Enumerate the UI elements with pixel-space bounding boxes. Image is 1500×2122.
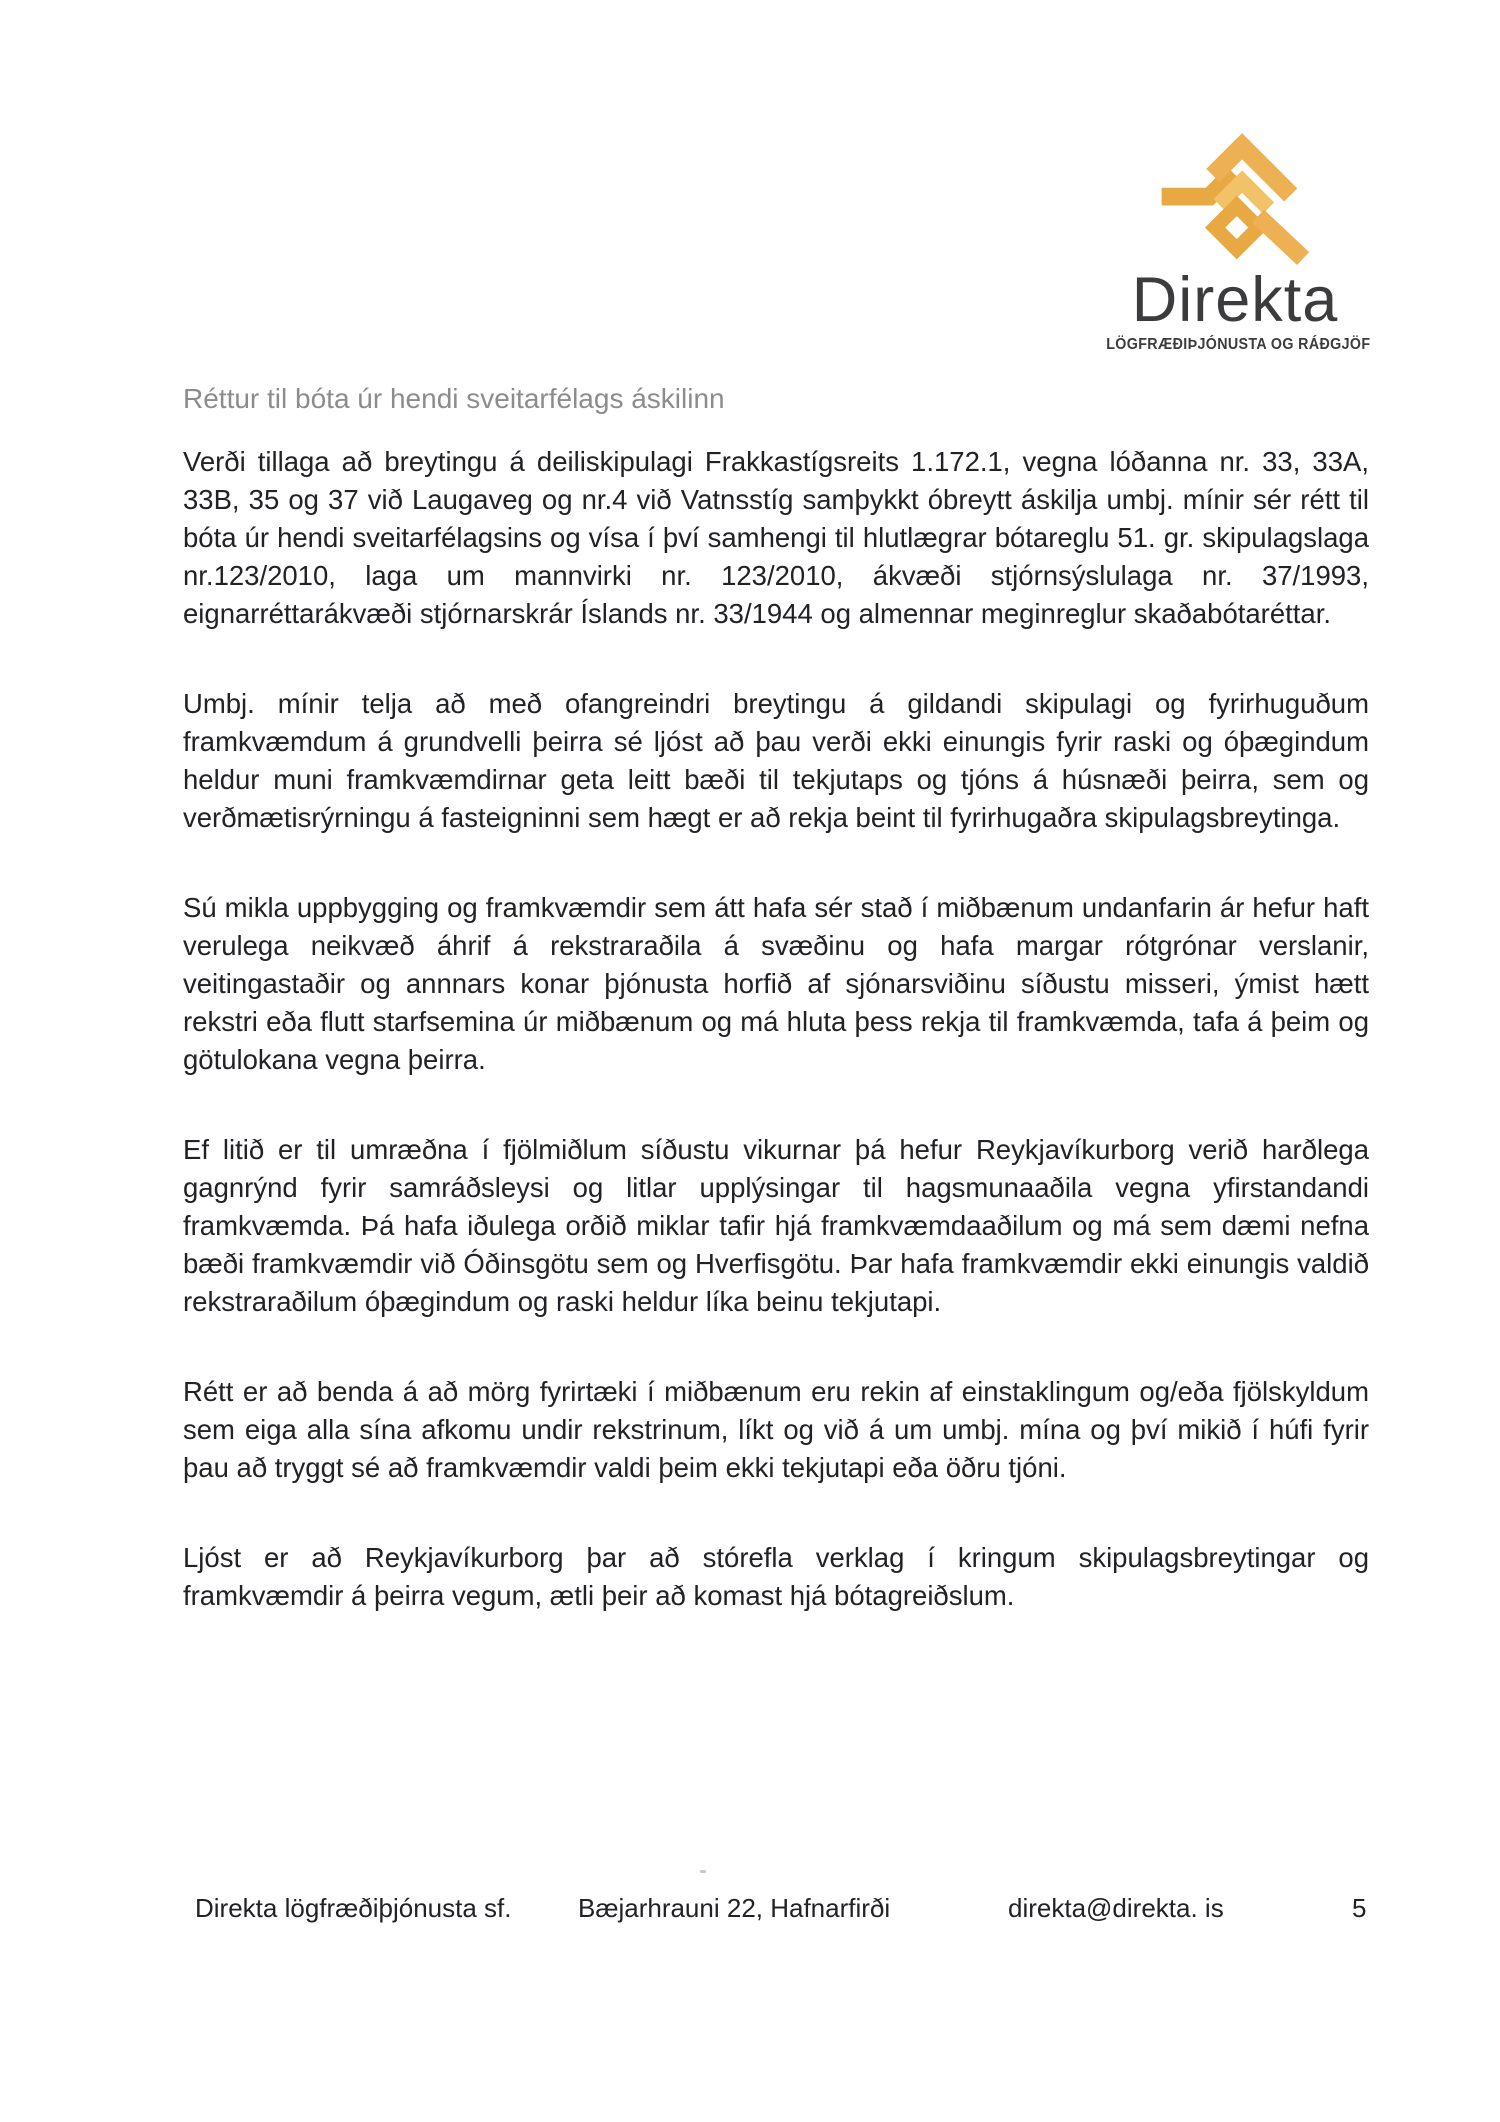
direkta-logo-icon [1151,118,1319,275]
paragraph-5: Rétt er að benda á að mörg fyrirtæki í miðbænum eru rekin af einstaklingum og/eða fjölskyldum sem eiga alla sína afkomu undir rekstrinum, líkt og við á um umbj. mína og því mikið í húfi fyrir þau að tryggt sé að framkvæmdir valdi þeim ekki tekjutapi eða öðru tjóni. [183,1376,1369,1483]
scan-artifact [700,1870,706,1873]
paragraph-2: Umbj. mínir telja að með ofangreindri breytingu á gildandi skipulagi og fyrirhuguðum framkvæmdum á grundvelli þeirra sé ljóst að þau verði ekki einungis fyrir raski og óþægindum heldur muni framkvæmdirnar geta leitt bæði til tekjutaps og tjóns á húsnæði þeirra, sem og verðmætisrýrningu á fasteigninni sem hægt er að rekja beint til fyrirhugaðra skipulagsbreytinga. [183,688,1369,833]
paragraph-6: Ljóst er að Reykjavíkurborg þar að stórefla verklag í kringum skipulagsbreytingar og framkvæmdir á þeirra vegum, ætli þeir að komast hjá bótagreiðslum. [183,1542,1369,1611]
footer-company: Direkta lögfræðiþjónusta sf. [195,1893,512,1923]
footer-email: direkta@direkta. is [1008,1893,1224,1923]
page-footer [0,1893,1500,1933]
footer-page-number: 5 [1352,1893,1367,1923]
section-heading: Réttur til bóta úr hendi sveitarfélags áskilinn [183,383,725,414]
logo-tagline-text: LÖGFRÆÐIÞJÓNUSTA OG RÁÐGJÖF [1106,336,1371,353]
paragraph-3: Sú mikla uppbygging og framkvæmdir sem átt hafa sér stað í miðbænum undanfarin ár hefur haft verulega neikvæð áhrif á rekstraraðila á svæðinu og hafa margar rótgrónar verslanir, veitingastaðir og annnars konar þjónusta horfið af sjónarsviðinu síðustu misseri, ýmist hætt rekstri eða flutt starfsemina úr miðbænum og má hluta þess rekja til framkvæmda, tafa á þeim og götulokana vegna þeirra. [183,892,1369,1075]
paragraph-4: Ef litið er til umræðna í fjölmiðlum síðustu vikurnar þá hefur Reykjavíkurborg verið harðlega gagnrýnd fyrir samráðsleysi og litlar upplýsingar til hagsmunaaðila vegna yfirstandandi framkvæmda. Þá hafa iðulega orðið miklar tafir hjá framkvæmdaaðilum og má sem dæmi nefna bæði framkvæmdir við Óðinsgötu sem og Hverfisgötu. Þar hafa framkvæmdir ekki einungis valdið rekstraraðilum óþægindum og raski heldur líka beinu tekjutapi. [183,1134,1369,1317]
paragraph-1: Verði tillaga að breytingu á deiliskipulagi Frakkastígsreits 1.172.1, vegna lóðanna nr. 33, 33A, 33B, 35 og 37 við Laugaveg og nr.4 við Vatnsstíg samþykkt óbreytt áskilja umbj. mínir sér rétt til bóta úr hendi sveitarfélagsins og vísa í því samhengi til hlutlægrar bótareglu 51. gr. skipulagslaga nr.123/2010, laga um mannvirki nr. 123/2010, ákvæði stjórnsýslulaga nr. 37/1993, eignarréttarákvæði stjórnarskrár Íslands nr. 33/1944 og almennar meginreglur skaðabótaréttar. [183,446,1369,629]
document-body [183,443,1369,1667]
footer-address: Bæjarhrauni 22, Hafnarfirði [578,1893,891,1923]
logo-brand-text: Direkta [1131,265,1339,335]
direkta-logo-block [1095,118,1375,354]
